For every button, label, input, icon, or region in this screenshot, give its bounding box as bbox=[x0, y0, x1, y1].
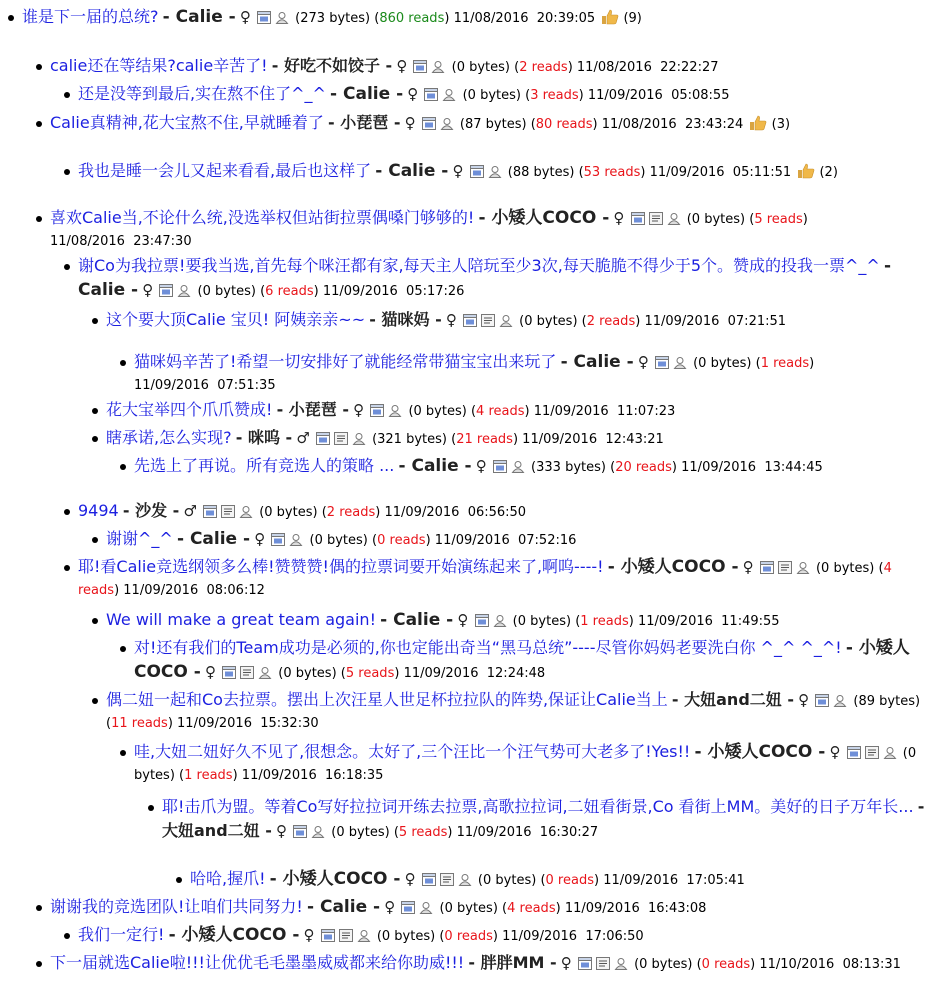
document-icon[interactable] bbox=[334, 432, 348, 445]
post-date: 11/09/2016 bbox=[134, 378, 209, 393]
post-reads: (21 reads) bbox=[451, 432, 519, 447]
user-profile-icon[interactable] bbox=[796, 561, 810, 574]
message-icon[interactable] bbox=[475, 614, 489, 627]
thread-post bbox=[50, 112, 930, 136]
post-date: 11/09/2016 bbox=[533, 404, 609, 419]
thread-post bbox=[106, 399, 926, 423]
message-icon[interactable] bbox=[424, 88, 438, 101]
post-size: (0 bytes) bbox=[331, 825, 390, 840]
user-profile-icon[interactable] bbox=[239, 505, 253, 518]
thread-post bbox=[106, 528, 926, 552]
post-author[interactable]: - Calie - bbox=[375, 161, 449, 181]
post-size: (0 bytes) bbox=[451, 60, 510, 75]
post-reads: (4 reads) bbox=[502, 901, 561, 916]
post-title-link[interactable]: 谢Co为我拉票!要我当选,首先每个咪汪都有家,每天主人陪玩至少3次,每天脆脆不得少于5个。赞成的投我一票^_^ bbox=[78, 256, 880, 275]
post-date: 11/09/2016 bbox=[384, 505, 460, 520]
post-date: 11/09/2016 bbox=[177, 716, 252, 731]
message-icon[interactable] bbox=[271, 533, 285, 546]
post-title-link[interactable]: 哇,大妞二妞好久不见了,很想念。太好了,三个汪比一个汪气势可大老多了!Yes!! bbox=[134, 742, 691, 761]
user-profile-icon[interactable] bbox=[493, 614, 507, 627]
post-author[interactable]: - Calie - bbox=[306, 897, 381, 917]
post-date: 11/09/2016 bbox=[434, 533, 510, 548]
post-author[interactable]: - 小矮人COCO - bbox=[269, 869, 401, 889]
user-profile-icon[interactable] bbox=[431, 60, 445, 73]
post-date: 11/08/2016 bbox=[453, 11, 529, 26]
post-size: (0 bytes) bbox=[134, 746, 917, 783]
post-reads: (4 reads) bbox=[78, 561, 892, 598]
post-size: (0 bytes) bbox=[376, 929, 436, 944]
post-author[interactable]: - Calie - bbox=[78, 256, 892, 300]
gender-icon: ♀ bbox=[404, 870, 416, 888]
message-icon[interactable] bbox=[257, 11, 271, 24]
post-reads: (2 reads) bbox=[581, 314, 641, 329]
post-size: (0 bytes) bbox=[259, 505, 318, 520]
post-title-link[interactable]: 猫咪妈辛苦了!希望一切安排好了就能经常带猫宝宝出来玩了 bbox=[134, 352, 557, 371]
post-title-link[interactable]: We will make a great team again! bbox=[106, 610, 376, 629]
gender-icon: ♀ bbox=[445, 311, 457, 329]
post-time: 13:44:45 bbox=[764, 460, 823, 475]
user-profile-icon[interactable] bbox=[357, 929, 371, 942]
post-time: 23:43:24 bbox=[684, 117, 744, 132]
gender-icon: ♀ bbox=[254, 530, 266, 548]
gender-icon: ♀ bbox=[457, 611, 469, 629]
gender-icon: ♀ bbox=[204, 663, 216, 681]
post-title-link[interactable]: 9494 bbox=[78, 501, 119, 520]
post-title-link[interactable]: calie还在等结果?calie辛苦了! bbox=[50, 56, 268, 75]
post-date: 11/09/2016 bbox=[649, 165, 725, 180]
post-date: 11/08/2016 bbox=[601, 117, 677, 132]
post-time: 06:56:50 bbox=[467, 505, 527, 520]
post-time: 22:22:27 bbox=[660, 60, 719, 75]
gender-icon: ♀ bbox=[829, 743, 841, 761]
thread-post bbox=[106, 427, 926, 451]
post-date: 11/09/2016 bbox=[322, 284, 398, 299]
post-size: (0 bytes) bbox=[693, 356, 752, 371]
document-icon[interactable] bbox=[596, 957, 610, 970]
thread-post bbox=[134, 741, 928, 787]
post-time: 12:43:21 bbox=[605, 432, 664, 447]
post-title-link[interactable]: 下一届就选Calie啦!!!让优优毛毛墨墨威威都来给你助威!!! bbox=[50, 953, 465, 972]
gender-icon: ♀ bbox=[560, 954, 572, 972]
post-reads: (20 reads) bbox=[610, 460, 677, 475]
post-size: (0 bytes) bbox=[408, 404, 467, 419]
post-date: 11/09/2016 bbox=[502, 929, 578, 944]
thread-post bbox=[78, 255, 928, 303]
post-size: (0 bytes) bbox=[197, 284, 256, 299]
post-reads: (0 reads) bbox=[439, 929, 498, 944]
post-author[interactable]: - Calie - bbox=[380, 610, 454, 630]
post-title-link[interactable]: 对!还有我们的Team成功是必须的,你也定能出奇当“黑马总统”----尽管你妈妈老要洗白你 ^_^ ^_^! bbox=[134, 638, 842, 657]
user-profile-icon[interactable] bbox=[440, 117, 454, 130]
thread-post bbox=[50, 55, 930, 79]
thread-post bbox=[78, 556, 928, 602]
user-profile-icon[interactable] bbox=[289, 533, 303, 546]
message-icon[interactable] bbox=[578, 957, 592, 970]
message-icon[interactable] bbox=[631, 212, 645, 225]
message-icon[interactable] bbox=[321, 929, 335, 942]
post-author[interactable]: - 小矮人COCO - bbox=[134, 638, 910, 682]
post-reads: (80 reads) bbox=[530, 117, 598, 132]
post-title-link[interactable]: 还是没等到最后,实在熬不住了^_^ bbox=[78, 84, 326, 103]
like-count: (3) bbox=[771, 117, 791, 132]
thumbs-up-icon[interactable] bbox=[797, 163, 815, 179]
post-reads: (53 reads) bbox=[578, 165, 646, 180]
post-date: 11/09/2016 bbox=[123, 583, 199, 598]
gender-icon: ♀ bbox=[239, 8, 251, 26]
post-author[interactable]: - 小琵琶 - bbox=[328, 113, 401, 132]
gender-icon: ♀ bbox=[142, 281, 154, 299]
document-icon[interactable] bbox=[240, 666, 254, 679]
post-title-link[interactable]: 谢谢^_^ bbox=[106, 529, 173, 548]
post-title-link[interactable]: 这个要大顶Calie 宝贝! 阿姨亲亲~~ bbox=[106, 310, 366, 329]
post-reads: (5 reads) bbox=[340, 666, 400, 681]
user-profile-icon[interactable] bbox=[833, 694, 847, 707]
post-reads: (2 reads) bbox=[321, 505, 381, 520]
thread-post bbox=[78, 83, 928, 107]
post-reads: (0 reads) bbox=[696, 957, 756, 972]
thread-post bbox=[162, 796, 928, 844]
post-date: 11/09/2016 bbox=[587, 88, 663, 103]
post-time: 11:07:23 bbox=[616, 404, 676, 419]
post-time: 05:11:51 bbox=[732, 165, 792, 180]
thread-post bbox=[50, 896, 930, 920]
post-size: (0 bytes) bbox=[462, 88, 521, 103]
user-profile-icon[interactable] bbox=[673, 356, 687, 369]
message-icon[interactable] bbox=[815, 694, 829, 707]
thread-post bbox=[22, 6, 922, 30]
post-time: 16:43:08 bbox=[648, 901, 707, 916]
post-date: 11/09/2016 bbox=[681, 460, 757, 475]
post-date: 11/09/2016 bbox=[603, 873, 679, 888]
document-icon[interactable] bbox=[865, 746, 879, 759]
message-icon[interactable] bbox=[159, 284, 173, 297]
post-title-link[interactable]: 喜欢Calie当,不论什么统,没选举权但站街拉票偶嗓门够够的! bbox=[50, 208, 475, 227]
post-author[interactable]: - 大妞and二妞 - bbox=[671, 690, 794, 709]
user-profile-icon[interactable] bbox=[511, 460, 525, 473]
post-date: 11/09/2016 bbox=[644, 314, 720, 329]
post-title-link[interactable]: 偶二妞一起和Co去拉票。摆出上次汪星人世足杯拉拉队的阵势,保证让Calie当上 bbox=[106, 690, 668, 709]
post-date: 11/09/2016 bbox=[564, 901, 640, 916]
post-reads: (4 reads) bbox=[470, 404, 530, 419]
gender-icon: ♀ bbox=[475, 457, 487, 475]
post-date: 11/09/2016 bbox=[403, 666, 479, 681]
document-icon[interactable] bbox=[440, 873, 454, 886]
post-time: 07:52:16 bbox=[518, 533, 577, 548]
post-size: (0 bytes) bbox=[477, 873, 537, 888]
post-author[interactable]: - 好吃不如饺子 - bbox=[271, 56, 393, 75]
user-profile-icon[interactable] bbox=[177, 284, 191, 297]
post-date: 11/09/2016 bbox=[241, 768, 317, 783]
post-author[interactable]: - 猫咪妈 - bbox=[369, 310, 442, 329]
gender-icon: ♀ bbox=[303, 926, 315, 944]
post-date: 11/08/2016 bbox=[576, 60, 652, 75]
thread-post bbox=[134, 455, 928, 479]
post-size: (0 bytes) bbox=[519, 314, 578, 329]
message-icon[interactable] bbox=[203, 505, 217, 518]
message-icon[interactable] bbox=[470, 165, 484, 178]
post-title-link[interactable]: Calie真精神,花大宝熬不住,早就睡着了 bbox=[50, 113, 324, 132]
user-profile-icon[interactable] bbox=[499, 314, 513, 327]
post-time: 08:06:12 bbox=[206, 583, 265, 598]
post-size: (89 bytes) bbox=[853, 694, 921, 709]
post-size: (333 bytes) bbox=[531, 460, 606, 475]
gender-icon: ♀ bbox=[613, 209, 625, 227]
post-size: (88 bytes) bbox=[507, 165, 575, 180]
gender-icon: ♀ bbox=[742, 558, 754, 576]
thread-post bbox=[134, 637, 928, 685]
post-title-link[interactable]: 先选上了再说。所有竞选人的策略 ... bbox=[134, 456, 395, 475]
message-icon[interactable] bbox=[316, 432, 330, 445]
post-author[interactable]: - Calie - bbox=[398, 456, 472, 476]
message-icon[interactable] bbox=[401, 901, 415, 914]
post-date: 11/09/2016 bbox=[456, 825, 532, 840]
post-reads: (1 reads) bbox=[575, 614, 634, 629]
post-title-link[interactable]: 谁是下一届的总统? bbox=[22, 7, 159, 26]
thread-post bbox=[78, 500, 928, 524]
thread-post bbox=[78, 160, 908, 184]
post-reads: (1 reads) bbox=[755, 356, 815, 371]
post-time: 05:08:55 bbox=[671, 88, 730, 103]
post-title-link[interactable]: 耶!看Calie竞选纲领多么棒!赞赞赞!偶的拉票词要开始演练起来了,啊呜----! bbox=[78, 557, 604, 576]
post-time: 11:49:55 bbox=[721, 614, 780, 629]
post-time: 16:18:35 bbox=[325, 768, 384, 783]
user-profile-icon[interactable] bbox=[258, 666, 272, 679]
gender-icon: ♀ bbox=[353, 401, 365, 419]
thread-post bbox=[78, 924, 928, 948]
post-size: (321 bytes) bbox=[372, 432, 447, 447]
post-size: (0 bytes) bbox=[815, 561, 875, 576]
user-profile-icon[interactable] bbox=[458, 873, 472, 886]
thread-post bbox=[106, 689, 926, 735]
post-author[interactable]: - 小矮人COCO - bbox=[478, 208, 610, 228]
post-date: 11/09/2016 bbox=[522, 432, 598, 447]
gender-icon: ♀ bbox=[404, 114, 416, 132]
post-time: 12:24:48 bbox=[486, 666, 546, 681]
post-date: 11/08/2016 bbox=[50, 234, 125, 249]
like-count: (2) bbox=[819, 165, 838, 180]
gender-icon: ♂ bbox=[183, 502, 197, 520]
post-date: 11/10/2016 bbox=[759, 957, 835, 972]
message-icon[interactable] bbox=[463, 314, 477, 327]
post-reads: (5 reads) bbox=[393, 825, 453, 840]
post-title-link[interactable]: 我们一定行! bbox=[78, 925, 165, 944]
post-author[interactable]: - 小矮人COCO - bbox=[694, 742, 826, 762]
thumbs-up-icon[interactable] bbox=[749, 115, 767, 131]
post-author[interactable]: - 咪呜 - bbox=[235, 428, 293, 447]
gender-icon: ♀ bbox=[384, 898, 396, 916]
gender-icon: ♀ bbox=[798, 691, 810, 709]
document-icon[interactable] bbox=[339, 929, 353, 942]
message-icon[interactable] bbox=[760, 561, 774, 574]
user-profile-icon[interactable] bbox=[488, 165, 502, 178]
post-author[interactable]: - 大妞and二妞 - bbox=[162, 797, 925, 840]
user-profile-icon[interactable] bbox=[311, 825, 325, 838]
post-reads: (2 reads) bbox=[514, 60, 573, 75]
post-reads: (3 reads) bbox=[525, 88, 584, 103]
post-reads: (11 reads) bbox=[106, 716, 173, 731]
message-icon[interactable] bbox=[493, 460, 507, 473]
post-size: (87 bytes) bbox=[459, 117, 527, 132]
gender-icon: ♀ bbox=[452, 162, 464, 180]
user-profile-icon[interactable] bbox=[352, 432, 366, 445]
thread-post bbox=[50, 952, 930, 976]
gender-icon: ♀ bbox=[276, 822, 288, 840]
post-reads: (0 reads) bbox=[372, 533, 431, 548]
like-count: (9) bbox=[623, 11, 642, 26]
post-time: 20:39:05 bbox=[536, 11, 596, 26]
user-profile-icon[interactable] bbox=[614, 957, 628, 970]
user-profile-icon[interactable] bbox=[442, 88, 456, 101]
post-size: (0 bytes) bbox=[686, 212, 746, 227]
message-icon[interactable] bbox=[222, 666, 236, 679]
post-size: (273 bytes) bbox=[295, 11, 371, 26]
document-icon[interactable] bbox=[778, 561, 792, 574]
user-profile-icon[interactable] bbox=[419, 901, 433, 914]
post-author[interactable]: - 小琵琶 - bbox=[276, 400, 350, 419]
post-size: (0 bytes) bbox=[278, 666, 337, 681]
gender-icon: ♀ bbox=[407, 85, 419, 103]
post-author[interactable]: - Calie - bbox=[176, 529, 251, 549]
post-time: 16:30:27 bbox=[539, 825, 599, 840]
post-title-link[interactable]: 耶!击爪为盟。等着Co写好拉拉词开练去拉票,高歌拉拉词,二妞看街景,Co 看街上MM。美好的日子万年长... bbox=[162, 797, 914, 816]
message-icon[interactable] bbox=[422, 873, 436, 886]
post-reads: (0 reads) bbox=[540, 873, 600, 888]
post-size: (0 bytes) bbox=[634, 957, 693, 972]
post-reads: (860 reads) bbox=[374, 11, 450, 26]
post-time: 17:06:50 bbox=[585, 929, 644, 944]
gender-icon: ♀ bbox=[637, 353, 649, 371]
post-author[interactable]: - 胖胖MM - bbox=[468, 953, 557, 972]
thread-post bbox=[106, 609, 926, 633]
message-icon[interactable] bbox=[413, 60, 427, 73]
post-author[interactable]: - Calie - bbox=[560, 352, 634, 372]
message-icon[interactable] bbox=[370, 404, 384, 417]
post-time: 05:17:26 bbox=[406, 284, 465, 299]
post-reads: (5 reads) bbox=[749, 212, 808, 227]
post-author[interactable]: - 小矮人COCO - bbox=[607, 557, 739, 577]
post-author[interactable]: - Calie - bbox=[330, 84, 404, 104]
post-title-link[interactable]: 花大宝举四个爪爪赞成! bbox=[106, 400, 273, 419]
message-icon[interactable] bbox=[655, 356, 669, 369]
document-icon[interactable] bbox=[221, 505, 235, 518]
post-author[interactable]: - Calie - bbox=[162, 7, 236, 27]
message-icon[interactable] bbox=[293, 825, 307, 838]
post-time: 07:21:51 bbox=[727, 314, 787, 329]
thread-post bbox=[50, 207, 930, 253]
post-size: (0 bytes) bbox=[439, 901, 498, 916]
thumbs-up-icon[interactable] bbox=[601, 9, 619, 25]
document-icon[interactable] bbox=[649, 212, 663, 225]
document-icon[interactable] bbox=[481, 314, 495, 327]
post-author[interactable]: - 小矮人COCO - bbox=[168, 925, 300, 945]
user-profile-icon[interactable] bbox=[388, 404, 402, 417]
post-time: 08:13:31 bbox=[842, 957, 901, 972]
gender-icon: ♂ bbox=[296, 429, 310, 447]
user-profile-icon[interactable] bbox=[667, 212, 681, 225]
thread-post bbox=[190, 868, 928, 892]
thread-post bbox=[134, 351, 928, 397]
post-size: (0 bytes) bbox=[512, 614, 572, 629]
post-time: 23:47:30 bbox=[133, 234, 192, 249]
post-reads: (1 reads) bbox=[179, 768, 238, 783]
post-time: 07:51:35 bbox=[217, 378, 276, 393]
message-icon[interactable] bbox=[422, 117, 436, 130]
post-title-link[interactable]: 瞎承诺,怎么实现? bbox=[106, 428, 232, 447]
post-time: 17:05:41 bbox=[686, 873, 745, 888]
user-profile-icon[interactable] bbox=[275, 11, 289, 24]
post-author[interactable]: - 沙发 - bbox=[122, 501, 180, 520]
post-title-link[interactable]: 谢谢我的竞选团队!让咱们共同努力! bbox=[50, 897, 303, 916]
post-title-link[interactable]: 哈哈,握爪! bbox=[190, 869, 266, 888]
post-title-link[interactable]: 我也是睡一会儿又起来看看,最后也这样了 bbox=[78, 161, 372, 180]
post-reads: (6 reads) bbox=[260, 284, 319, 299]
post-time: 15:32:30 bbox=[260, 716, 319, 731]
post-size: (0 bytes) bbox=[309, 533, 368, 548]
thread-post bbox=[106, 309, 926, 333]
post-date: 11/09/2016 bbox=[637, 614, 713, 629]
user-profile-icon[interactable] bbox=[883, 746, 897, 759]
gender-icon: ♀ bbox=[396, 57, 408, 75]
message-icon[interactable] bbox=[847, 746, 861, 759]
